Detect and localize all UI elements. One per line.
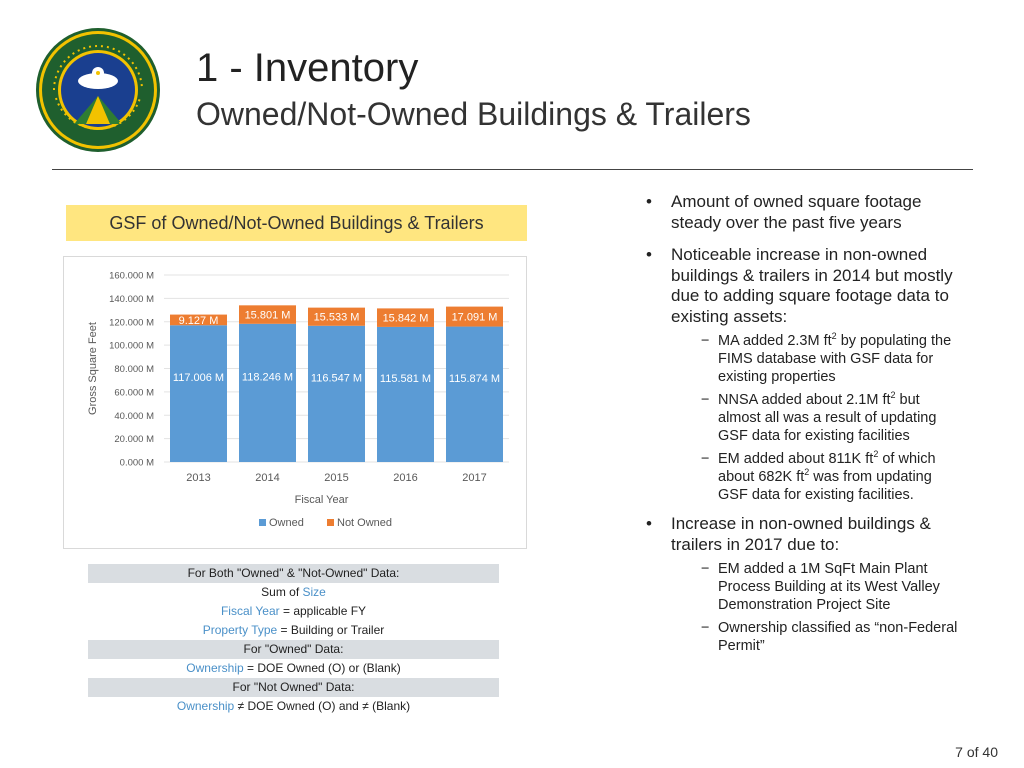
stacked-bar-chart: [63, 256, 527, 549]
sub-bullet-marker: −: [701, 620, 710, 636]
notes-notown-field: Ownership: [176, 699, 235, 713]
notes-sum-prefix: Sum of: [261, 585, 303, 599]
notes-pt-field: Property Type: [202, 623, 278, 637]
bullet-marker: •: [646, 514, 652, 533]
notes-both-header: For Both "Owned" & "Not-Owned" Data:: [88, 564, 499, 583]
chart-header-text: GSF of Owned/Not-Owned Buildings & Trailers: [109, 212, 484, 233]
superscript: 2: [831, 331, 837, 342]
notes-pt-row: [88, 621, 499, 640]
data-label: 15.533 M: [313, 311, 360, 324]
slide-title: 1 - Inventory: [196, 46, 419, 90]
x-tick-label: 2014: [255, 472, 280, 484]
sub-bullet-text: was from updating GSF data for existing facilities.: [718, 469, 932, 503]
y-tick-label: 60.000 M: [114, 387, 154, 399]
sub-bullet-item: [671, 560, 964, 614]
bullet-text: Amount of owned square footage steady over the past five years: [671, 192, 922, 232]
superscript: 2: [804, 467, 810, 478]
bullet-text: Increase in non-owned buildings & trailers in 2017 due to:: [671, 514, 931, 554]
sub-bullet-text: but almost all was a result of updating GSF data for existing facilities: [718, 392, 937, 444]
title-divider: [52, 169, 973, 170]
sub-bullet-text: by populating the FIMS database with GSF data for existing properties: [718, 333, 952, 385]
sub-bullet-item: [671, 450, 964, 504]
bullet-text: Noticeable increase in non-owned buildings & trailers in 2014 but mostly due to adding square footage data to existing assets:: [671, 245, 953, 326]
sub-bullet-text: Ownership classified as “non-Federal Permit”: [718, 620, 958, 654]
notes-owned-header: For "Owned" Data:: [88, 640, 499, 659]
data-label: 9.127 M: [178, 314, 219, 327]
legend-swatch: [327, 519, 334, 526]
sub-bullet-text: of which about 682K ft: [718, 451, 936, 485]
data-label: 118.246 M: [241, 371, 294, 384]
notes-fy-row: [88, 602, 499, 621]
bullet-item: [644, 192, 964, 233]
page-number: 7 of 40: [955, 744, 998, 760]
data-label: 15.842 M: [382, 312, 429, 325]
notes-own-field: Ownership: [186, 661, 244, 675]
data-label: 17.091 M: [451, 311, 498, 324]
notes-sum-field: Size: [302, 585, 326, 599]
y-tick-label: 0.000 M: [119, 457, 154, 469]
bullet-marker: •: [646, 192, 652, 211]
doe-seal-logo: [34, 26, 162, 154]
bar-owned: [239, 324, 296, 462]
y-tick-label: 40.000 M: [114, 410, 154, 422]
notes-fy-rest: = applicable FY: [279, 604, 367, 618]
y-tick-label: 20.000 M: [114, 434, 154, 446]
bullet-item: [644, 514, 964, 655]
bullet-marker: •: [646, 245, 652, 264]
legend-swatch: [259, 519, 266, 526]
x-tick-label: 2017: [462, 472, 487, 484]
bar-owned: [170, 325, 227, 462]
data-label: 116.547 M: [310, 372, 363, 385]
sub-bullet-text: EM added a 1M SqFt Main Plant Process Building at its West Valley Demonstration Project Site: [718, 561, 940, 613]
y-tick-label: 100.000 M: [109, 340, 154, 352]
notes-notown-rest: ≠ DOE Owned (O) and ≠ (Blank): [234, 699, 411, 713]
bar-owned: [377, 327, 434, 462]
notes-sum-row: [88, 583, 499, 602]
notes-fy-field: Fiscal Year: [220, 604, 280, 618]
notes-own-rest: = DOE Owned (O) or (Blank): [243, 661, 401, 675]
superscript: 2: [873, 449, 879, 460]
sub-bullet-list: [671, 332, 964, 504]
x-tick-label: 2016: [393, 472, 418, 484]
y-tick-label: 80.000 M: [114, 364, 154, 375]
notes-own-row: [88, 659, 499, 678]
bullet-item: [644, 245, 964, 504]
sub-bullet-item: [671, 619, 964, 655]
sub-bullet-marker: −: [701, 392, 710, 408]
chart-header: [66, 205, 527, 241]
y-tick-label: 160.000 M: [109, 270, 154, 282]
notes-notowned-header: For "Not Owned" Data:: [88, 678, 499, 697]
x-axis-label: Fiscal Year: [294, 494, 349, 506]
notes-notown-row: [88, 697, 499, 716]
bar-owned: [446, 327, 503, 462]
sub-bullet-text: NNSA added about 2.1M ft: [718, 392, 891, 408]
slide-subtitle: Owned/Not-Owned Buildings & Trailers: [196, 96, 751, 132]
sub-bullet-item: [671, 391, 964, 445]
bar-owned: [308, 326, 365, 462]
y-tick-label: 120.000 M: [109, 317, 154, 329]
y-axis-label: Gross Square Feet: [87, 322, 99, 415]
sub-bullet-text: MA added 2.3M ft: [718, 333, 832, 349]
notes-pt-rest: = Building or Trailer: [277, 623, 385, 637]
data-label: 115.874 M: [448, 373, 501, 386]
sub-bullet-item: [671, 332, 964, 386]
data-label: 117.006 M: [172, 372, 225, 385]
y-tick-label: 140.000 M: [109, 293, 154, 305]
sub-bullet-text: EM added about 811K ft: [718, 451, 874, 467]
bullet-list: [644, 192, 964, 665]
chart-svg: [64, 257, 526, 548]
data-label: 115.581 M: [379, 373, 432, 386]
sub-bullet-marker: −: [701, 333, 710, 349]
x-tick-label: 2015: [324, 472, 349, 484]
sub-bullet-marker: −: [701, 561, 710, 577]
x-tick-label: 2013: [186, 472, 211, 484]
sub-bullet-list: [671, 560, 964, 655]
sub-bullet-marker: −: [701, 451, 710, 467]
superscript: 2: [890, 390, 896, 401]
data-label: 15.801 M: [244, 309, 291, 322]
legend-label: Owned: [269, 517, 304, 529]
legend-label: Not Owned: [337, 517, 393, 529]
data-notes-table: [88, 564, 499, 716]
